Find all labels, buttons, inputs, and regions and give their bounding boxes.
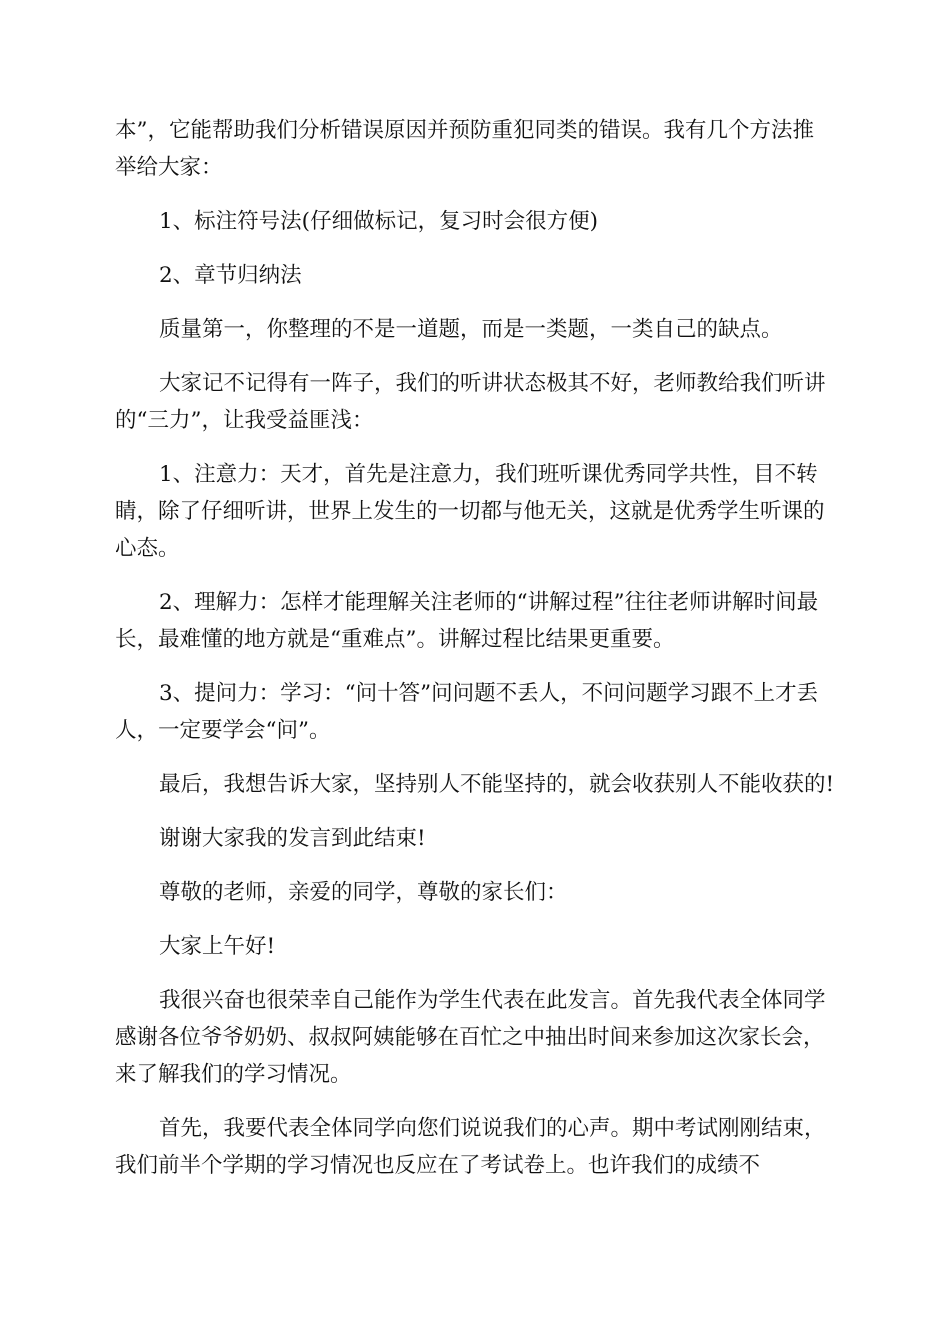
paragraph-questioning: 3、提问力：学习：“问十答”问问题不丢人，不问问题学习跟不上才丢人，一定要学会“问”。 xyxy=(115,681,819,743)
paragraph-intro: 我很兴奋也很荣幸自己能作为学生代表在此发言。首先我代表全体同学感谢各位爷爷奶奶、叔叔阿姨能够在百忙之中抽出时间来参加这次家长会，来了解我们的学习情况。 xyxy=(115,988,826,1087)
paragraph-salutation: 尊敬的老师，亲爱的同学，尊敬的家长们： xyxy=(159,880,568,905)
paragraph-first: 首先，我要代表全体同学向您们说说我们的心声。期中考试刚刚结束，我们前半个学期的学习情况也反应在了考试卷上。也许我们的成绩不 xyxy=(115,1116,826,1178)
paragraph-conclusion: 最后，我想告诉大家，坚持别人不能坚持的，就会收获别人不能收获的! xyxy=(159,772,835,797)
paragraph-continuation: 本”，它能帮助我们分析错误原因并预防重犯同类的错误。我有几个方法推举给大家： xyxy=(115,118,814,180)
paragraph-method-1: 1、标注符号法(仔细做标记，复习时会很方便) xyxy=(159,209,598,234)
paragraph-quality: 质量第一，你整理的不是一道题，而是一类题，一类自己的缺点。 xyxy=(159,317,783,342)
paragraph-listening: 大家记不记得有一阵子，我们的听讲状态极其不好，老师教给我们听讲的“三力”，让我受益匪浅： xyxy=(115,371,826,433)
document-body xyxy=(115,112,835,1201)
paragraph-thanks: 谢谢大家我的发言到此结束! xyxy=(159,826,426,851)
paragraph-attention: 1、注意力：天才，首先是注意力，我们班听课优秀同学共性，目不转睛，除了仔细听讲，世界上发生的一切都与他无关，这就是优秀学生听课的心态。 xyxy=(115,462,825,561)
paragraph-greeting: 大家上午好! xyxy=(159,934,276,959)
paragraph-understanding: 2、理解力：怎样才能理解关注老师的“讲解过程”往往老师讲解时间最长，最难懂的地方就是“重难点”。讲解过程比结果更重要。 xyxy=(115,590,819,652)
paragraph-method-2: 2、章节归纳法 xyxy=(159,263,302,288)
